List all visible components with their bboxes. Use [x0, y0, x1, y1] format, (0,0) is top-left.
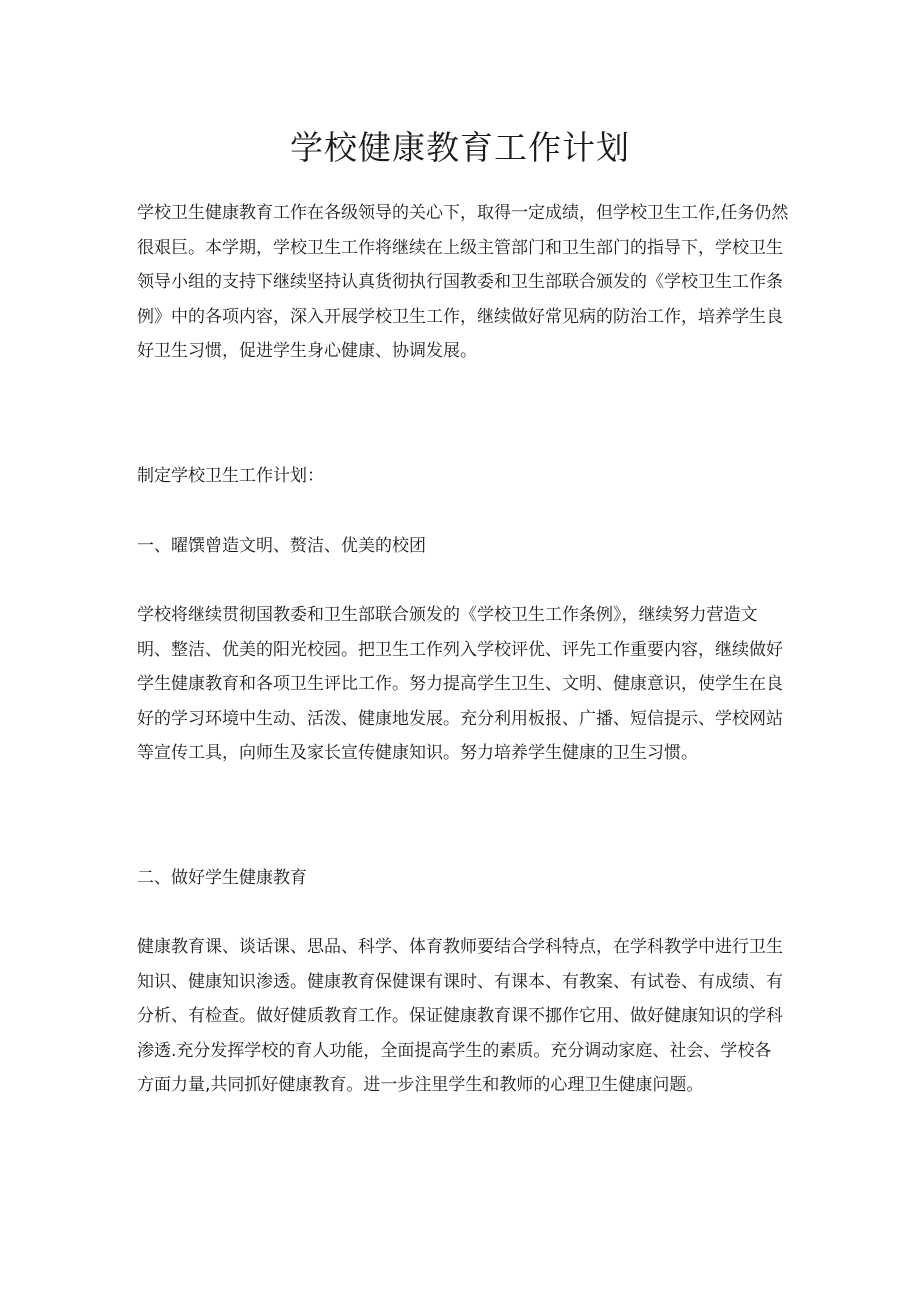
intro-line: 学校卫生健康教育工作在各级领导的关心下，取得一定成绩，但学校卫生工作,任务仍然 — [137, 203, 789, 223]
document-title: 学校健康教育工作计划 — [290, 128, 630, 167]
intro-line: 好卫生习惯，促进学生身心健康、协调发展。 — [137, 341, 477, 361]
section2-line: 健康教育课、谈话课、思品、科学、体育教师要结合学科特点，在学科教学中进行卫生 — [137, 937, 783, 957]
section1-heading: 一、曜馔曾造文明、赘洁、优美的校团 — [137, 536, 426, 556]
section1-line: 等宣传工具，向师生及家长宣传健康知识。努力培养学生健康的卫生习惯。 — [137, 743, 698, 763]
intro-line: 领导小组的支持下继续坚持认真货彻执行国教委和卫生部联合颁发的《学校卫生工作条 — [137, 272, 783, 292]
section1-line: 好的学习环境中生动、活泼、健康地发展。充分利用板报、广播、短信提示、学校网站 — [137, 708, 783, 729]
section2-line: 方面力量,共同抓好健康教育。进一步注里学生和教师的心理卫生健康问题。 — [137, 1075, 704, 1095]
intro-line: 例》中的各项内容，深入开展学校卫生工作，继续做好常见病的防治工作，培养学生良 — [137, 306, 783, 327]
section1-paragraph — [137, 598, 787, 771]
section2-heading: 二、做好学生健康教育 — [137, 868, 307, 888]
section2-line: 分析、有检查。做好健质教育工作。保证健康教育课不挪作它用、做好健康知识的学科 — [137, 1006, 783, 1026]
section2-paragraph — [137, 930, 787, 1103]
plan-label: 制定学校卫生工作计划： — [137, 466, 324, 486]
section2-line: 知识、健康知识渗透。健康教育保健课有课时、有课本、有教案、有试卷、有成绩、有 — [137, 971, 783, 992]
section1-line: 学校将继续贯彻国教委和卫生部联合颁发的《学校卫生工作条例》，继续努力营造文 — [137, 605, 758, 625]
intro-line: 很艰巨。本学期，学校卫生工作将继续在上级主管部门和卫生部门的指导下，学校卫生 — [137, 237, 783, 258]
section2-line: 渗透.充分发挥学校的育人功能，全面提高学生的素质。充分调动家庭、社会、学校各 — [137, 1040, 772, 1061]
intro-paragraph — [137, 196, 787, 369]
section1-line: 明、整洁、优美的阳光校园。把卫生工作列入学校评优、评先工作重要内容，继续做好 — [137, 639, 783, 660]
section1-line: 学生健康教育和各项卫生评比工作。努力提高学生卫生、文明、健康意识，使学生在良 — [137, 674, 783, 694]
